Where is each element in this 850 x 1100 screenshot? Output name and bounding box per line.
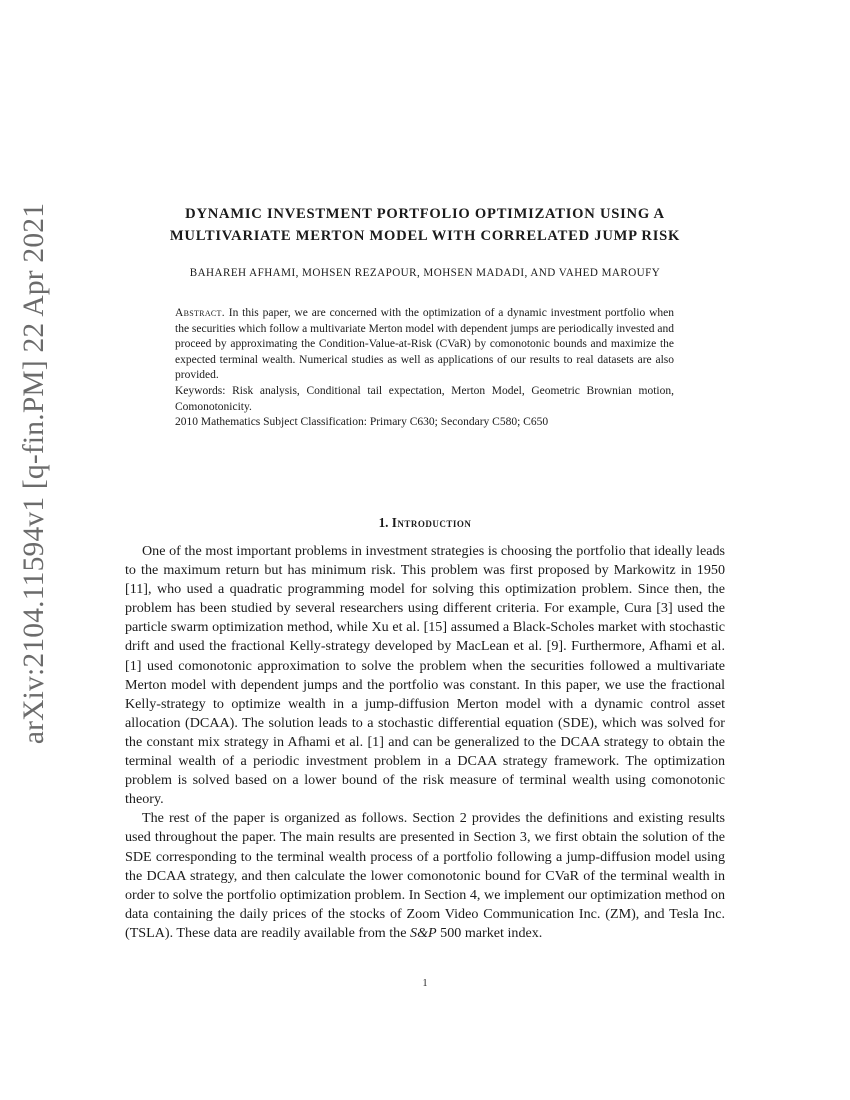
introduction-body	[125, 542, 725, 943]
index-name: S&P	[410, 924, 437, 941]
section-heading	[125, 515, 725, 531]
section-number: 1.	[378, 515, 389, 530]
abstract-label: Abstract.	[175, 307, 225, 319]
msc-classification: 2010 Mathematics Subject Classification: Primary C630; Secondary C580; C650	[175, 416, 549, 429]
paragraph-2-tail: market index.	[461, 924, 543, 941]
paragraph-2-main: The rest of the paper is organized as follows. Section 2 provides the definitions and existing results used throughout the paper. The main results are presented in Section 3, we first obtain the solution of the SDE corresponding to the terminal wealth process of a portfolio following a jump-diffusion model using the DCAA strategy, and then calculate the lower comonotonic bound for CVaR of the terminal wealth in order to solve the portfolio optimization problem. In Section 4, we implement our optimization method on data containing the daily prices of the stocks of Zoom Video Communication Inc. (ZM), and Tesla Inc. (TSLA). These data are readily available from the	[125, 810, 725, 941]
abstract-text	[175, 306, 674, 384]
page-number: 1	[422, 978, 428, 989]
section-title: Introduction	[391, 515, 472, 530]
title-line-1: DYNAMIC INVESTMENT PORTFOLIO OPTIMIZATION USING A	[185, 206, 665, 222]
abstract-body: In this paper, we are concerned with the optimization of a dynamic investment portfolio when the securities which follow a multivariate Merton model with dependent jumps are periodically invested and proceed by approximating the Condition-Value-at-Risk (CVaR) by comonotonic bounds and maximize the expected terminal wealth. Numerical studies as well as applications of our results to real datasets are also provided.	[175, 307, 674, 382]
arxiv-stamp	[13, 202, 57, 744]
paragraph-2	[125, 809, 725, 943]
arxiv-identifier: arXiv:2104.11594v1 [q-fin.PM] 22 Apr 2021	[18, 202, 51, 744]
abstract-block	[175, 306, 674, 431]
paragraph-1: One of the most important problems in investment strategies is choosing the portfolio that ideally leads to the maximum return but has minimum risk. This problem was first proposed by Markowitz in 1950 [11], who used a quadratic programming model for solving this optimization problem. Since then, the problem has been studied by several researchers using different criteria. For example, Cura [3] used the particle swarm optimization method, while Xu et al. [15] assumed a Black-Scholes market with stochastic drift and used the fractional Kelly-strategy developed by MacLean et al. [9]. Furthermore, Afhami et al. [1] used comonotonic approximation to solve the problem when the securities followed a multivariate Merton model with dependent jumps and the portfolio was constant. In this paper, we use the fractional Kelly-strategy to optimize wealth in a jump-diffusion Merton model with a dynamic control asset allocation (DCAA). The solution leads to a stochastic differential equation (SDE), which was solved for the constant mix strategy in Afhami et al. [1] and can be generalized to the DCAA strategy to obtain the terminal wealth of a periodic investment problem in a DCAA strategy framework. The optimization problem is solved based on a lower bound of the risk measure of terminal wealth using comonotonic theory.	[125, 543, 725, 808]
title-line-2: MULTIVARIATE MERTON MODEL WITH CORRELATED JUMP RISK	[169, 227, 681, 244]
index-number: 500	[436, 924, 462, 941]
author-list: BAHAREH AFHAMI, MOHSEN REZAPOUR, MOHSEN MADADI, AND VAHED MAROUFY	[189, 267, 661, 279]
paper-title	[110, 204, 740, 247]
keywords: Keywords: Risk analysis, Conditional tail expectation, Merton Model, Geometric Brownian motion, Comonotonicity.	[175, 384, 674, 413]
